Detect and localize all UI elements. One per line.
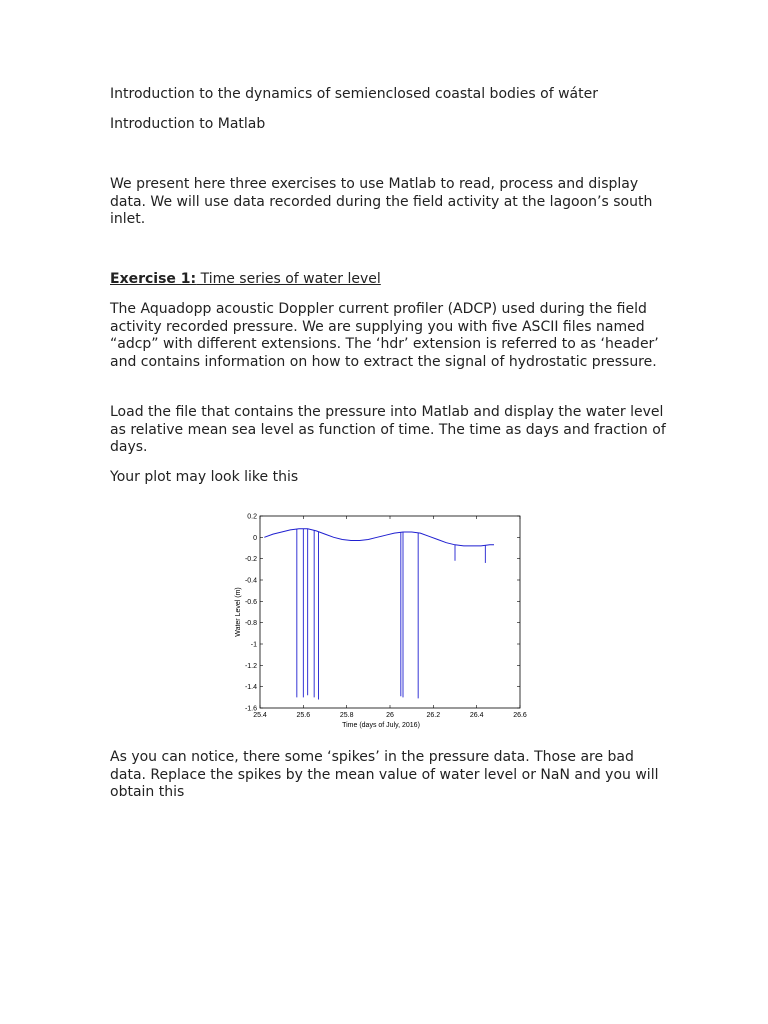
y-axis-label: Water Level (m) — [235, 587, 242, 637]
document-title: Introduction to the dynamics of semienclosed coastal bodies of wáter — [110, 86, 598, 102]
x-tick-label: 26.4 — [469, 712, 484, 719]
y-tick-label: -1.6 — [244, 705, 257, 713]
exercise-1-heading — [110, 271, 670, 289]
y-tick-label: -1 — [250, 641, 257, 649]
y-tick-label: -1.4 — [244, 684, 257, 692]
x-tick-label: 25.8 — [339, 712, 354, 719]
exercise-1-label: Exercise 1: — [110, 271, 197, 287]
y-tick-label: -0.6 — [244, 598, 257, 606]
x-tick-label: 25.4 — [253, 712, 267, 719]
x-axis-label: Time (days of July, 2016) — [342, 722, 420, 729]
exercise-1-paragraph-2: Load the file that contains the pressure into Matlab and display the water level as relative mean sea level as function of time. The time as days and fraction of days. — [110, 404, 666, 455]
exercise-1-paragraph-1: The Aquadopp acoustic Doppler current profiler (ADCP) used during the field activity recorded pressure. We are supplying you with five ASCII files named “adcp” with different extensions. The ‘hdr’ extension is referred to as ‘header’ and contains information on how to extract the signal of hydrostatic pressure. — [110, 301, 659, 370]
exercise-1-paragraph-4: As you can notice, there some ‘spikes’ in the pressure data. Those are bad data. Replace the spikes by the mean value of water level or NaN and you will obtain this — [110, 749, 659, 800]
exercise-1-title: Time series of water level — [196, 271, 381, 287]
x-tick-label: 26.6 — [513, 712, 527, 719]
document-subtitle: Introduction to Matlab — [110, 116, 266, 132]
y-tick-label: 0 — [253, 534, 257, 542]
y-tick-label: 0.2 — [247, 513, 257, 521]
y-tick-label: -0.8 — [244, 620, 257, 628]
plot-area — [260, 516, 520, 708]
x-tick-label: 25.6 — [296, 712, 311, 719]
exercise-1-paragraph-3: Your plot may look like this — [110, 469, 299, 485]
y-tick-label: -0.4 — [244, 577, 257, 585]
y-tick-label: -0.2 — [244, 556, 257, 564]
intro-paragraph: We present here three exercises to use Matlab to read, process and display data. We will use data recorded during the field activity at the lagoon’s south inlet. — [110, 176, 653, 227]
y-tick-label: -1.2 — [244, 662, 257, 670]
x-tick-label: 26 — [386, 712, 394, 719]
water-level-chart — [228, 508, 530, 736]
x-tick-label: 26.2 — [426, 712, 441, 719]
